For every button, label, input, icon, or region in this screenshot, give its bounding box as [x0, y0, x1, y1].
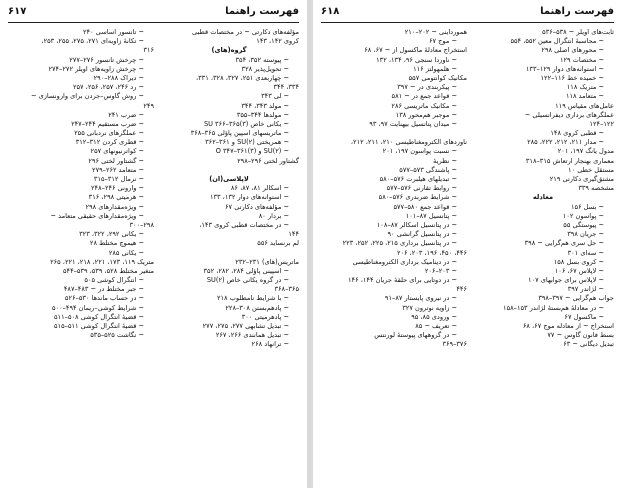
index-entry: ~ انتگرال کوشی ۵۰۵	[84, 276, 144, 285]
index-entry: مشخصه ۳۳۹	[578, 184, 614, 193]
index-entry: ۲۴۹	[143, 101, 154, 110]
index-entry: ~ کواترنیونهای ۲۵۷	[90, 147, 144, 156]
index-entry	[321, 129, 467, 138]
index-entry: ~ محورهای اصلی ۲۹۸	[541, 46, 604, 55]
index-entry: ~ ورودی ۸۵، ۹۵	[411, 312, 457, 321]
index-entry: ~ تانسور اساسی ۲۴۰	[83, 28, 144, 36]
index-entry: لم برنساید ۵۵۶	[257, 239, 299, 248]
index-entry: ~ در معادلهٔ هم‌بستهٔ لژاندر ۱۵۳–۱۵۸	[503, 303, 604, 312]
index-entry: ~ یکانی خاص (۳)SU ۳۶۶–۳۶۵	[203, 119, 289, 128]
index-entry: ~ میدان پتانسیل بیهنایت ۹۷، ۹۳	[369, 119, 457, 128]
index-entry: ~ متعامد ۲۶۲–۲۷۹	[92, 165, 144, 174]
index-entry: ~ پتانسیل ۸۷–۱۰۱	[405, 211, 457, 220]
index-entry: لاپلاسی(ان)	[209, 175, 249, 183]
index-entry: مستقل خطی ۱۰	[568, 165, 614, 174]
index-entry: ~ قواعد جمع در ~ ۵۸۱	[391, 92, 457, 101]
index-entry: ~ شرایط کوشی–ریمان ۴۹۴–۵۰۰	[52, 303, 144, 312]
index-entry: ~ پیوستگی ۵۵	[563, 220, 604, 229]
index-entry	[159, 249, 299, 258]
index-entry: ~ در دوتایی برای حلقهٔ جریان ۱۴۴، ۱۴۶	[348, 276, 457, 285]
index-entry: همورداینی ~ ۲۰۲–۲۱۰	[404, 28, 467, 36]
index-entry: ~ پاشندگی ۵۷۳–۵۷۷	[399, 165, 457, 174]
left-page	[0, 0, 307, 488]
index-entry: ~ کروی بسل ۱۵۸	[553, 257, 604, 266]
index-entry: ~ حل سری هم‌گرایی ~ ۳۹۸	[524, 239, 604, 248]
index-entry: معماری بهنجار ارتعاش ۳۱۵–۳۱۸	[525, 156, 614, 165]
index-entry: ~ تبدیل همانندی ۲۶۶، ۲۶۷	[215, 331, 289, 340]
index-entry: ~ پواسون ۱۰۲	[562, 211, 604, 220]
index-entry: ~ رد ۲۴۶، ۲۵۷، ۲۵۶، ۲۵۷	[72, 83, 144, 92]
index-entry: ~ چهاربعدی ۲۵۱، ۳۲۷، ۳۲۸، ۳۳۱،	[195, 73, 289, 82]
index-entry: ~ در مختصات قطبی کروی ۱۴۳،	[199, 220, 289, 229]
index-entry: ۳۳۴، ۳۴۴	[273, 83, 299, 92]
left-header-rule	[8, 22, 299, 23]
index-entry: ~ متریک ۱۱۸	[566, 83, 604, 92]
index-entry: ~ ویژه‌مقدارهای حقیقی متعامد ~	[50, 211, 144, 220]
index-entry: ~ ضرب ۲۴۱	[108, 110, 144, 119]
index-entry: ~ پادهرمیتی ۳۰۰	[241, 312, 289, 321]
index-entry: ~ ماتریسهای اسپین پاؤلی ۳۶۵–۳۶۸	[190, 129, 289, 138]
index-entry: ~ ‫(۲)SU و (۳)O ۳۴۷–۳۶۱	[215, 147, 289, 156]
index-entry: ~ در پتانسیل اسکالر ۸۷–۱۰۸	[376, 220, 457, 229]
index-entry: ~ در نیروی پایستار ۸۷–۹۱	[384, 294, 457, 303]
index-entry: ~ مؤلفه‌های دکارتی ۶۷	[225, 202, 289, 211]
index-entry: ~ بسل ۱۵۶	[570, 202, 604, 211]
index-entry: بسط فانون گاوس ~ ۷۷	[547, 331, 614, 340]
index-entry: ~ عملگرهای نردبانی ۲۵۵	[74, 129, 144, 138]
index-entry: ماتریس(های) ۲۳۱–۲۳۲	[235, 257, 299, 266]
index-entry: ~ قواعد جمع ۵۸۰–۵۷۷	[393, 202, 457, 211]
index-entry: ~ جریان ۳۹۸	[567, 230, 604, 239]
index-entry: ~ لاپلاس ۶۷، ۱۰۶	[554, 266, 604, 275]
index-entry: ~ موج ۶۷	[428, 37, 457, 46]
index-entry: مدول یانگ ۱۹۷، ۲۰۱	[557, 147, 614, 156]
index-entry: ~ استوانه‌های دوار ۱۳۲، ۱۳۳	[209, 193, 289, 202]
index-entry: ~ اسکالر ۸۱، ۸۷، ۸۶	[230, 184, 289, 193]
index-entry: ~ قطری کردن ۳۱۲–۳۱۲	[75, 138, 144, 147]
index-entry: ~ مولد ۳۴۳، ۳۴۴	[241, 101, 289, 110]
index-entry: ~ در گروه یکانی خاص (۲)SU	[206, 276, 289, 285]
index-entry: ~ پیکربندی در ~ ۳۹۷	[397, 83, 457, 92]
index-entry: ~ نگاشت ۵۲۵–۵۳۵	[90, 331, 144, 340]
index-entry: ~ محاسبهٔ انتگرال معین ۵۵۲، ۵۵۴	[510, 37, 604, 46]
index-entry: ۱۲۲–۱۲۴	[589, 119, 614, 128]
index-entry: ~ وارونی ۲۴۶–۲۴۸	[91, 184, 144, 193]
index-entry: ~ یکانی ۲۸۵	[108, 248, 144, 257]
index-entry: ~ روابط تقارنی ۵۷۶–۵۷۷	[386, 184, 457, 193]
index-entry: ۴۴۶، ۴۵۰، ۱۹۶، ۲۰۳، ۲۰۶	[396, 248, 467, 257]
index-entry: ~ در حساب ماندها ۵۳۰–۵۲۶	[64, 294, 144, 303]
left-page-left-column	[8, 28, 154, 340]
index-entry: استخراج ~ از معادله موج ۶۷، ۶۸	[522, 322, 614, 330]
right-page	[313, 0, 622, 488]
index-entry: ۲۹۸–۳۰۰	[129, 220, 154, 229]
right-page-right-column	[472, 28, 614, 350]
index-entry: ~ نسبت پواسون ۱۹۷، ۲۰۱	[382, 147, 457, 156]
index-entry: ~ تعریف ~ ۸۵	[415, 322, 457, 330]
index-entry: ~ قطبی کروی ۱۴۸	[550, 129, 604, 138]
index-entry: ~ پیوسته ۳۵۲، ۳۵۴	[235, 55, 289, 64]
index-entry: عامل‌های مقیاس ۱۱۹	[555, 101, 614, 110]
index-entry: تبدیل دیگانی ~ ۶۳	[563, 340, 614, 349]
index-entry: ~ همریختی (۲)SU و ۳۶۱–۳۶۲	[205, 138, 289, 147]
index-entry: ناوردهای الکترومغناطیسی ۲۱۰، ۲۱۱، ۲۱۲،	[350, 138, 467, 147]
right-page-number: ۶۱۸	[321, 6, 340, 17]
left-page-title: فهرست راهنما	[225, 6, 299, 17]
index-entry: ~ ترانهاد ۲۶۸	[251, 340, 289, 349]
index-entry: ~ مولدها ۳۴۴–۳۵۵	[236, 110, 289, 119]
index-entry: ~ قضیهٔ انتگرال کوشی ۵۰۸–۵۱۱	[54, 312, 144, 321]
index-entry: ~ تکانهٔ زاویه‌ای ۲۷۱، ۲۷۵، ۲۵۵، ۲۵۳،	[41, 37, 144, 46]
index-entry: ~ یکانی ۲۹۲، ۳۲۲، ۳۲۳	[79, 230, 144, 239]
index-entry: ~ در پتانسیل برداری ۲۱۵، ۲۲۵، ۲۵۲، ۲۲۳	[342, 239, 457, 248]
index-entry: ~ مکانیک ماتریسی ۲۸۶	[391, 101, 457, 110]
index-entry: ~ لاپلاس برای جوابهای ۱۰۷	[528, 276, 604, 285]
index-entry: ۴۴۶	[456, 285, 467, 294]
index-entry: ~ تبدیلهای هیلبرت ۵۷۶–۵۸۰	[379, 175, 457, 183]
index-entry: ~ قضیهٔ انتگرال کوشی ۵۱۱–۵۱۵	[54, 322, 144, 330]
index-entry: مکانیک کوانتومی ۵۵۷	[408, 73, 467, 82]
left-page-number: ۶۱۷	[8, 6, 27, 17]
index-entry: ~ ماکسول ۶۷	[564, 312, 604, 321]
index-entry: جواب هم‌گرایی ~ ۳۹۷–۳۹۸	[538, 294, 614, 303]
index-entry: ~ اسپینی پاؤلی ۲۸۴، ۲۸۲، ۳۵۲	[203, 266, 289, 275]
index-entry: ~ چرخش تانسور ۲۷۶–۲۷۷	[69, 55, 144, 64]
index-entry: ~ روش گاوس–جردن برای وارونسازی ~	[30, 92, 144, 101]
index-entry: متریک ۱۱۹، ۱۷۳، ۲۲۱، ۲۱۸، ۲۲۱، ۲۶۵	[50, 257, 154, 266]
index-entry: ~ شرایط ضربدری ۵۷۶–۵۸۰	[378, 193, 457, 202]
index-entry: ~ تبدیل تشابهی ۲۷۷، ۲۷۵، ۲۷۷	[202, 322, 289, 330]
index-entry: ~ سه‌ای ۳۰۱	[567, 248, 604, 257]
right-page-header	[321, 6, 614, 20]
index-entry: مشتق‌گیری دکارتی ۲۱۹	[549, 175, 614, 183]
index-entry: ~ متعامد ۱۱۸	[565, 92, 604, 101]
index-entry: عملگرهای برداری دیفرانسیلی ~	[524, 110, 614, 119]
index-entry: مؤلفه‌های دکارتی ~ در مختصات قطبی	[192, 28, 299, 36]
index-entry: ~ چرخش زاویه‌های اویلر ۲۷۲–۲۷۴	[48, 64, 144, 73]
right-header-rule	[321, 22, 614, 23]
index-entry: معادله	[532, 193, 554, 202]
index-entry	[159, 166, 299, 175]
right-page-left-column	[321, 28, 467, 350]
index-entry: ۳۷۶–۳۶۹	[442, 340, 467, 349]
index-entry: ۱۴۴	[288, 230, 299, 239]
index-entry: ~ جبر مختلط در ~ ۴۸۳–۴۸۷	[63, 285, 144, 294]
index-entry: ~ ناوردا سنجی ۹۶، ۱۳۴، ۱۳۲	[376, 55, 457, 64]
index-entry: گروه(های)	[211, 46, 247, 55]
index-entry: ۳۱۶	[143, 46, 154, 55]
index-entry: ~ نرمال ۳۱۲–۳۱۵	[93, 175, 144, 183]
index-entry: ~ تحویل‌پذیر ۳۲۸	[241, 64, 289, 73]
index-entry: ~ نظریهٔ	[433, 156, 457, 165]
index-entry: ~ ویژه‌مقدارهای ۲۹۸	[85, 202, 144, 211]
index-entry: متغیر مختلط ۵۲۸، ۵۳۹، ۵۳۹–۵۴۴	[62, 266, 154, 275]
index-entry: ~ مختصات ۱۲۹	[559, 55, 604, 64]
index-entry: ۳۶۵–۳۶۸	[274, 285, 299, 294]
index-entry: ~ دیراک ۲۸۸–۲۹۰	[93, 73, 144, 82]
index-entry: ~ لی ۳۴۳	[261, 92, 289, 101]
index-entry: ~ ۲۰۳–۲۰۶	[424, 266, 457, 275]
index-entry: ~ ضرب مستقیم ۲۴۴–۲۴۷	[71, 119, 144, 128]
index-entry: ~ در پتانسیل گرانشی ۹۰	[387, 230, 457, 239]
right-page-title: فهرست راهنما	[540, 6, 614, 17]
index-entry: ~ لژاندر ۳۹۷	[567, 285, 604, 294]
index-entry: ~ گشتاور لختی ۲۹۶	[88, 156, 144, 165]
index-entry: ~ زاویه نوترون ۳۲۷	[402, 303, 457, 312]
index-entry: ~ هلمهولتز ۱۱۶	[413, 64, 457, 73]
left-page-header	[8, 6, 299, 20]
index-entry: کروی ۱۴۲، ۱۴۳	[256, 37, 299, 46]
index-entry: ~ خمیده خط ۱۱۶–۱۲۲	[540, 73, 604, 82]
index-entry: ~ در دینامیک برداری الکترومغناطیسی	[352, 257, 457, 266]
index-entry: ~ پادهم‌بستن ۳۰۸–۲۲۸	[225, 303, 289, 312]
index-entry: ~ مدار ۲۱۱، ۲۱۲، ۲۲۲، ۲۸۵	[527, 138, 604, 147]
index-entry: ~ بردار ۸۰	[258, 211, 289, 220]
index-entry: ~ هیموچ مختلط ۲۸	[89, 239, 144, 248]
index-entry: ~ استوانه‌های دوار ۱۲۹–۱۳۳	[525, 64, 604, 73]
index-entry: ~ در گروههای پیوستهٔ لورنتس	[374, 331, 457, 340]
index-entry: ~ هرمیتی ۲۹۸، ۳۱۶	[88, 193, 144, 202]
index-entry: ~ موجبر هم‌محور ۱۳۸	[395, 110, 457, 119]
index-entry: استخراج معادلهٔ ماکسول از ~ ۶۷، ۶۸	[364, 46, 467, 55]
left-page-right-column	[159, 28, 299, 350]
index-entry: ~ با شرایط نامطلوب ۲۱۸	[216, 294, 289, 303]
index-entry: گشتاور لختی ۲۹۶–۲۹۸	[237, 156, 299, 165]
index-entry: ثابت‌های اویلر ~ ۵۳۸–۵۳۶	[542, 28, 614, 36]
